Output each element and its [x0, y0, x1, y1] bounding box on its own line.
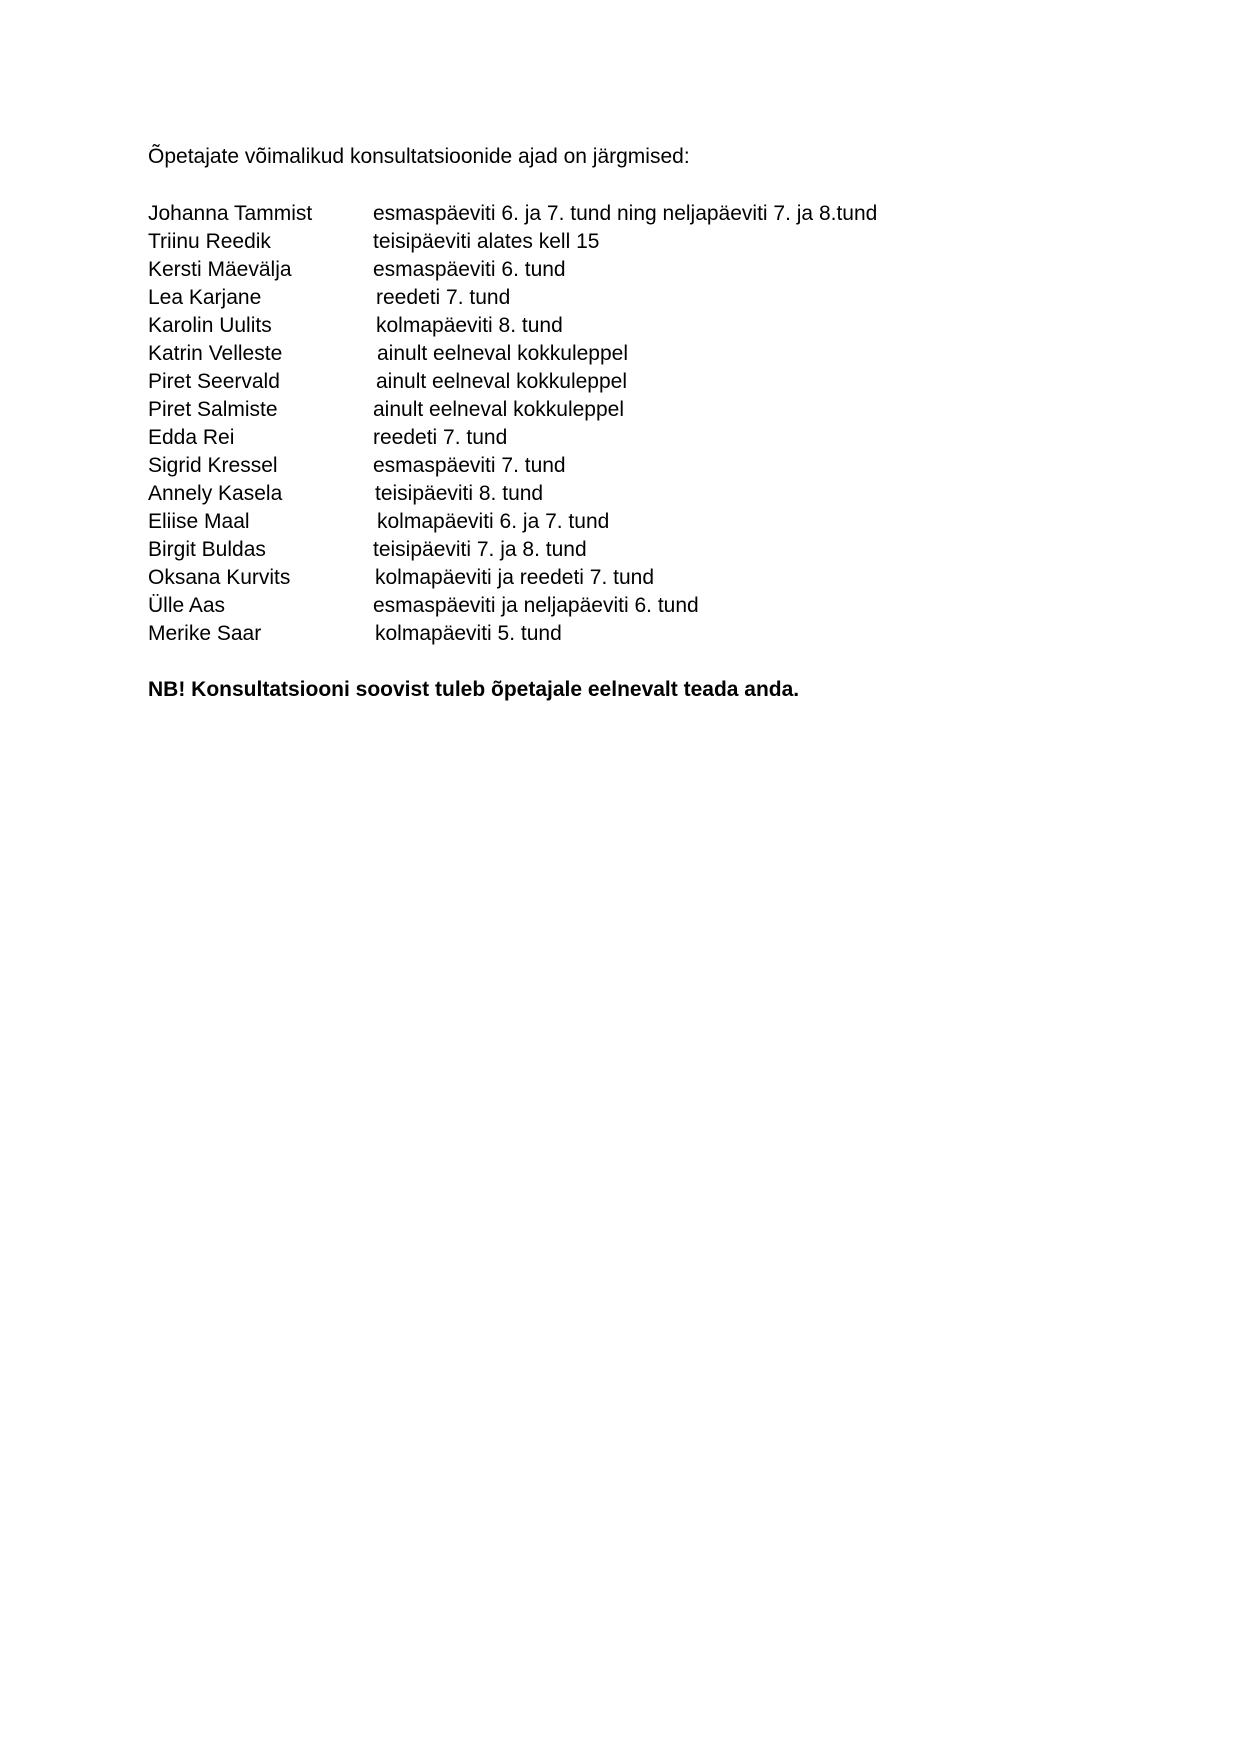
- teacher-name: Oksana Kurvits: [148, 566, 291, 589]
- schedule-row: [148, 480, 1048, 508]
- teacher-name: Edda Rei: [148, 426, 235, 449]
- consultation-time: ainult eelneval kokkuleppel: [373, 398, 625, 421]
- schedule-row: [148, 312, 1048, 340]
- teacher-name: Ülle Aas: [148, 594, 226, 617]
- schedule-row: [148, 368, 1048, 396]
- schedule-row: [148, 228, 1048, 256]
- teacher-name: Kersti Mäevälja: [148, 258, 292, 281]
- consultation-time: ainult eelneval kokkuleppel: [377, 342, 629, 365]
- consultation-time: kolmapäeviti 6. ja 7. tund: [377, 510, 610, 533]
- consultation-time: teisipäeviti 8. tund: [375, 482, 544, 505]
- schedule-row: [148, 452, 1048, 480]
- teacher-name: Lea Karjane: [148, 286, 262, 309]
- teacher-name: Sigrid Kressel: [148, 454, 278, 477]
- schedule-row: [148, 396, 1048, 424]
- teacher-name: Birgit Buldas: [148, 538, 266, 561]
- schedule-row: [148, 592, 1048, 620]
- schedule-row: [148, 620, 1048, 648]
- teacher-name: Triinu Reedik: [148, 230, 271, 253]
- consultation-time: reedeti 7. tund: [373, 426, 508, 449]
- consultation-time: teisipäeviti alates kell 15: [373, 230, 600, 253]
- consultation-time: esmaspäeviti 7. tund: [373, 454, 566, 477]
- consultation-time: kolmapäeviti 5. tund: [375, 622, 562, 645]
- notice-text: NB! Konsultatsiooni soovist tuleb õpetajale eelnevalt teada anda.: [148, 678, 800, 701]
- consultation-time: esmaspäeviti 6. tund: [373, 258, 566, 281]
- teacher-name: Piret Salmiste: [148, 398, 278, 421]
- schedule-row: [148, 284, 1048, 312]
- consultation-time: teisipäeviti 7. ja 8. tund: [373, 538, 587, 561]
- consultation-time: reedeti 7. tund: [376, 286, 511, 309]
- teacher-name: Piret Seervald: [148, 370, 280, 393]
- schedule-row: [148, 508, 1048, 536]
- teacher-name: Johanna Tammist: [148, 202, 313, 225]
- consultation-time: esmaspäeviti 6. ja 7. tund ning neljapäeviti 7. ja 8.tund: [373, 202, 878, 225]
- teacher-name: Katrin Velleste: [148, 342, 283, 365]
- teacher-name: Merike Saar: [148, 622, 262, 645]
- consultation-time: esmaspäeviti ja neljapäeviti 6. tund: [373, 594, 699, 617]
- schedule-row: [148, 536, 1048, 564]
- consultation-time: kolmapäeviti ja reedeti 7. tund: [375, 566, 654, 589]
- consultation-time: ainult eelneval kokkuleppel: [376, 370, 628, 393]
- schedule-row: [148, 424, 1048, 452]
- consultation-time: kolmapäeviti 8. tund: [376, 314, 563, 337]
- teacher-name: Eliise Maal: [148, 510, 250, 533]
- schedule-row: [148, 564, 1048, 592]
- consultation-schedule: [148, 200, 1048, 648]
- schedule-row: [148, 200, 1048, 228]
- teacher-name: Karolin Uulits: [148, 314, 272, 337]
- teacher-name: Annely Kasela: [148, 482, 283, 505]
- schedule-row: [148, 256, 1048, 284]
- schedule-row: [148, 340, 1048, 368]
- intro-text: Õpetajate võimalikud konsultatsioonide ajad on järgmised:: [148, 145, 690, 168]
